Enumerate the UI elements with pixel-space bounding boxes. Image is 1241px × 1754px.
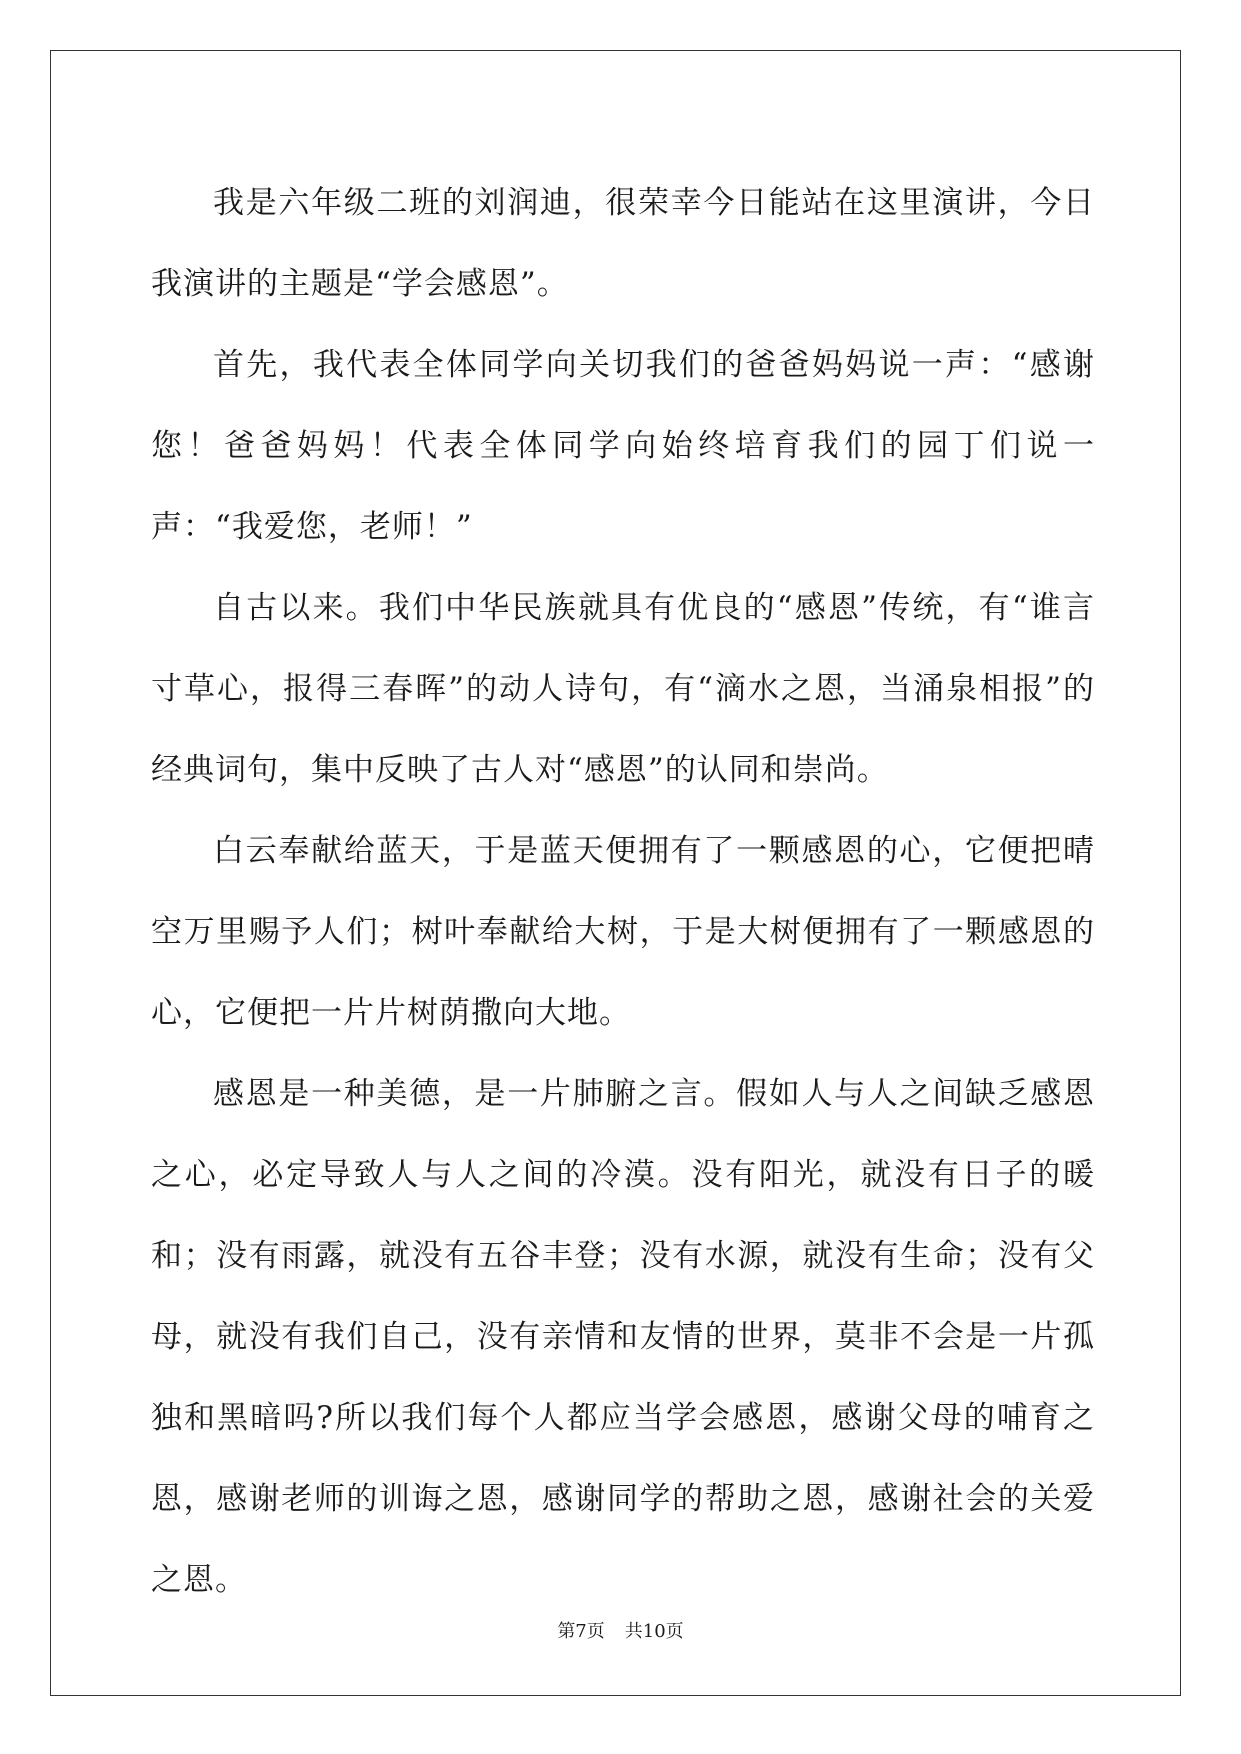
page-footer <box>0 1617 1241 1643</box>
document-body <box>151 163 1095 1621</box>
paragraph-nature: 白云奉献给蓝天，于是蓝天便拥有了一颗感恩的心，它便把晴空万里赐予人们；树叶奉献给大树，于是大树便拥有了一颗感恩的心，它便把一片片树荫撒向大地。 <box>151 833 1095 1031</box>
page-total: 共10页 <box>624 1621 684 1642</box>
paragraph-intro: 我是六年级二班的刘润迪，很荣幸今日能站在这里演讲，今日我演讲的主题是“学会感恩”。 <box>151 185 1095 302</box>
paragraph-virtue: 感恩是一种美德，是一片肺腑之言。假如人与人之间缺乏感恩之心，必定导致人与人之间的冷漠。没有阳光，就没有日子的暖和；没有雨露，就没有五谷丰登；没有水源，就没有生命；没有父母，就没有我们自己，没有亲情和友情的世界，莫非不会是一片孤独和黑暗吗?所以我们每个人都应当学会感恩，感谢父母的哺育之恩，感谢老师的训诲之恩，感谢同学的帮助之恩，感谢社会的关爱之恩。 <box>151 1076 1095 1598</box>
paragraph-thanks: 首先，我代表全体同学向关切我们的爸爸妈妈说一声：“感谢您！爸爸妈妈！代表全体同学向始终培育我们的园丁们说一声：“我爱您，老师！” <box>151 347 1095 545</box>
paragraph-tradition: 自古以来。我们中华民族就具有优良的“感恩”传统，有“谁言寸草心，报得三春晖”的动人诗句，有“滴水之恩，当涌泉相报”的经典词句，集中反映了古人对“感恩”的认同和崇尚。 <box>151 590 1095 788</box>
page-number: 第7页 <box>557 1621 605 1642</box>
